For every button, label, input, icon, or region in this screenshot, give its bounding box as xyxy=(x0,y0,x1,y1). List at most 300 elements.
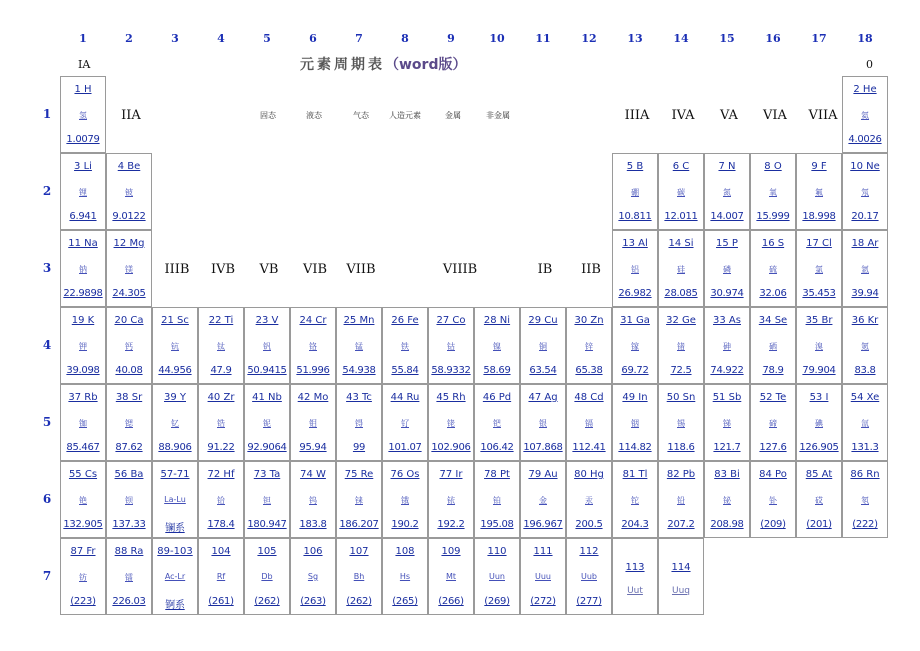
element-cell[interactable] xyxy=(750,153,796,230)
element-cell[interactable] xyxy=(520,307,566,384)
element-number-symbol[interactable]: 11 Na xyxy=(68,238,98,249)
element-cell[interactable] xyxy=(382,384,428,461)
element-mass-link[interactable]: 102.906 xyxy=(431,442,471,453)
element-number-symbol[interactable]: 23 V xyxy=(255,315,279,326)
element-cell[interactable] xyxy=(842,153,888,230)
element-number-symbol[interactable]: 14 Si xyxy=(668,238,694,249)
element-cell[interactable] xyxy=(244,461,290,538)
element-name-link[interactable]: 锗 xyxy=(677,342,685,351)
element-cell[interactable] xyxy=(60,76,106,153)
element-mass-link[interactable]: 87.62 xyxy=(115,442,143,453)
element-name-link[interactable]: Uuq xyxy=(671,586,690,596)
element-cell[interactable] xyxy=(60,461,106,538)
element-number-symbol[interactable]: 41 Nb xyxy=(252,392,282,403)
element-cell[interactable] xyxy=(658,230,704,307)
element-mass-link[interactable]: 207.2 xyxy=(667,519,695,530)
element-name-link[interactable]: La-Lu xyxy=(164,495,186,504)
element-mass-link[interactable]: 200.5 xyxy=(575,519,603,530)
element-number-symbol[interactable]: 48 Cd xyxy=(574,392,604,403)
element-number-symbol[interactable]: 46 Pd xyxy=(482,392,512,403)
element-number-symbol[interactable]: 39 Y xyxy=(163,392,186,403)
element-name-link[interactable]: 锌 xyxy=(585,342,593,351)
element-number-symbol[interactable]: 7 N xyxy=(718,161,736,172)
element-cell[interactable] xyxy=(566,307,612,384)
element-mass-link[interactable]: 107.868 xyxy=(523,442,563,453)
element-cell[interactable] xyxy=(60,230,106,307)
element-number-symbol[interactable]: 105 xyxy=(257,546,277,557)
element-cell[interactable] xyxy=(796,384,842,461)
element-cell[interactable] xyxy=(612,307,658,384)
element-mass-link[interactable]: 30.974 xyxy=(710,288,744,299)
element-cell[interactable] xyxy=(612,384,658,461)
element-name-link[interactable]: 溴 xyxy=(815,342,823,351)
element-cell[interactable] xyxy=(382,538,428,615)
element-name-link[interactable]: 铱 xyxy=(447,496,455,505)
element-cell[interactable] xyxy=(842,384,888,461)
element-name-link[interactable]: 硅 xyxy=(677,265,685,274)
element-name-link[interactable]: 铟 xyxy=(631,419,639,428)
element-name-link[interactable]: 碲 xyxy=(769,419,777,428)
element-name-link[interactable]: 锡 xyxy=(677,419,685,428)
element-cell[interactable] xyxy=(750,230,796,307)
element-name-link[interactable]: 金 xyxy=(539,496,547,505)
element-cell[interactable] xyxy=(704,461,750,538)
element-mass-link[interactable]: 32.06 xyxy=(759,288,787,299)
element-number-symbol[interactable]: 54 Xe xyxy=(850,392,880,403)
element-number-symbol[interactable]: 33 As xyxy=(713,315,741,326)
element-name-link[interactable]: 氦 xyxy=(861,111,869,120)
element-number-symbol[interactable]: 84 Po xyxy=(759,469,787,480)
element-number-symbol[interactable]: 85 At xyxy=(805,469,833,480)
element-number-symbol[interactable]: 32 Ge xyxy=(666,315,696,326)
element-cell[interactable] xyxy=(658,307,704,384)
element-cell[interactable] xyxy=(244,384,290,461)
element-cell[interactable] xyxy=(612,230,658,307)
element-number-symbol[interactable]: 43 Tc xyxy=(346,392,372,403)
element-number-symbol[interactable]: 40 Zr xyxy=(207,392,235,403)
element-mass-link[interactable]: 137.33 xyxy=(112,519,146,530)
element-cell[interactable] xyxy=(336,384,382,461)
element-name-link[interactable]: 铌 xyxy=(263,419,271,428)
element-number-symbol[interactable]: 19 K xyxy=(71,315,95,326)
element-name-link[interactable]: 氩 xyxy=(861,265,869,274)
element-cell[interactable] xyxy=(842,307,888,384)
element-number-symbol[interactable]: 53 I xyxy=(809,392,829,403)
element-mass-link[interactable]: 99 xyxy=(352,442,366,453)
element-mass-link[interactable]: 131.3 xyxy=(851,442,879,453)
element-mass-link[interactable]: 1.0079 xyxy=(66,134,100,145)
element-mass-link[interactable]: 58.9332 xyxy=(431,365,471,376)
element-mass-link[interactable]: 118.6 xyxy=(667,442,695,453)
element-mass-link[interactable]: 39.94 xyxy=(851,288,879,299)
element-number-symbol[interactable]: 16 S xyxy=(761,238,785,249)
element-mass-link[interactable]: 72.5 xyxy=(670,365,692,376)
element-mass-link[interactable]: 10.811 xyxy=(618,211,652,222)
element-number-symbol[interactable]: 20 Ca xyxy=(114,315,144,326)
element-name-link[interactable]: 钪 xyxy=(171,342,179,351)
element-name-link[interactable]: Uun xyxy=(489,572,505,581)
element-name-link[interactable]: 铅 xyxy=(677,496,685,505)
element-number-symbol[interactable]: 24 Cr xyxy=(299,315,327,326)
element-number-symbol[interactable]: 4 Be xyxy=(117,161,141,172)
element-mass-link[interactable]: 12.011 xyxy=(664,211,698,222)
element-mass-link[interactable]: (265) xyxy=(392,596,418,607)
element-name-link[interactable]: Ac-Lr xyxy=(164,572,186,581)
element-mass-link[interactable]: 88.906 xyxy=(158,442,192,453)
element-mass-link[interactable]: 65.38 xyxy=(575,365,603,376)
element-cell[interactable] xyxy=(198,307,244,384)
element-number-symbol[interactable]: 109 xyxy=(441,546,461,557)
element-cell[interactable] xyxy=(198,384,244,461)
element-name-link[interactable]: Sg xyxy=(307,572,319,581)
element-cell[interactable] xyxy=(106,384,152,461)
element-number-symbol[interactable]: 74 W xyxy=(300,469,326,480)
element-cell[interactable] xyxy=(382,307,428,384)
element-cell[interactable] xyxy=(152,307,198,384)
element-mass-link[interactable]: 190.2 xyxy=(391,519,419,530)
element-mass-link[interactable]: (222) xyxy=(852,519,878,530)
element-number-symbol[interactable]: 25 Mn xyxy=(343,315,375,326)
element-cell[interactable] xyxy=(704,384,750,461)
element-mass-link[interactable]: (261) xyxy=(208,596,234,607)
element-mass-link[interactable]: 180.947 xyxy=(247,519,287,530)
element-name-link[interactable]: Uut xyxy=(627,586,643,596)
element-name-link[interactable]: 铍 xyxy=(125,188,133,197)
element-cell[interactable] xyxy=(106,461,152,538)
element-name-link[interactable]: 钒 xyxy=(263,342,271,351)
element-mass-link[interactable]: 55.84 xyxy=(391,365,419,376)
element-name-link[interactable]: 铝 xyxy=(631,265,639,274)
element-mass-link[interactable]: 20.17 xyxy=(851,211,879,222)
element-cell[interactable] xyxy=(198,538,244,615)
element-mass-link[interactable]: 9.0122 xyxy=(112,211,146,222)
element-number-symbol[interactable]: 13 Al xyxy=(622,238,648,249)
element-number-symbol[interactable]: 47 Ag xyxy=(528,392,558,403)
element-mass-link[interactable]: (209) xyxy=(760,519,786,530)
element-number-symbol[interactable]: 17 Cl xyxy=(806,238,832,249)
element-number-symbol[interactable]: 35 Br xyxy=(805,315,833,326)
element-number-symbol[interactable]: 106 xyxy=(303,546,323,557)
element-mass-link[interactable]: 24.305 xyxy=(112,288,146,299)
element-cell[interactable] xyxy=(612,461,658,538)
element-name-link[interactable]: Uub xyxy=(580,572,597,581)
element-cell[interactable] xyxy=(60,538,106,615)
element-name-link[interactable]: 氖 xyxy=(861,188,869,197)
element-cell[interactable] xyxy=(842,230,888,307)
element-cell[interactable] xyxy=(750,307,796,384)
element-number-symbol[interactable]: 21 Sc xyxy=(161,315,189,326)
element-cell[interactable] xyxy=(658,461,704,538)
element-cell[interactable] xyxy=(382,461,428,538)
element-number-symbol[interactable]: 78 Pt xyxy=(484,469,510,480)
element-mass-link[interactable]: 35.453 xyxy=(802,288,836,299)
element-number-symbol[interactable]: 89-103 xyxy=(157,546,193,557)
element-number-symbol[interactable]: 104 xyxy=(211,546,231,557)
element-cell[interactable] xyxy=(474,384,520,461)
element-cell[interactable] xyxy=(474,538,520,615)
element-cell[interactable] xyxy=(658,538,704,615)
element-name-link[interactable]: 钨 xyxy=(309,496,317,505)
element-name-link[interactable]: 锂 xyxy=(79,188,87,197)
element-name-link[interactable]: Mt xyxy=(445,572,457,581)
element-mass-link[interactable]: 91.22 xyxy=(207,442,235,453)
element-mass-link[interactable]: (277) xyxy=(576,596,602,607)
element-mass-link[interactable]: 126.905 xyxy=(799,442,839,453)
element-name-link[interactable]: 镭 xyxy=(125,573,133,582)
element-cell[interactable] xyxy=(198,461,244,538)
element-name-link[interactable]: 铊 xyxy=(631,496,639,505)
element-mass-link[interactable]: 镧系 xyxy=(165,523,185,534)
element-number-symbol[interactable]: 27 Co xyxy=(436,315,466,326)
element-cell[interactable] xyxy=(474,461,520,538)
element-number-symbol[interactable]: 52 Te xyxy=(759,392,787,403)
element-name-link[interactable]: 铬 xyxy=(309,342,317,351)
element-number-symbol[interactable]: 75 Re xyxy=(344,469,374,480)
element-cell[interactable] xyxy=(520,461,566,538)
element-number-symbol[interactable]: 107 xyxy=(349,546,369,557)
element-cell[interactable] xyxy=(566,461,612,538)
element-name-link[interactable]: 铑 xyxy=(447,419,455,428)
element-name-link[interactable]: 氢 xyxy=(79,111,87,120)
element-name-link[interactable]: Db xyxy=(261,572,273,581)
element-cell[interactable] xyxy=(428,384,474,461)
element-name-link[interactable]: 硒 xyxy=(769,342,777,351)
element-cell[interactable] xyxy=(60,384,106,461)
element-cell[interactable] xyxy=(658,384,704,461)
element-name-link[interactable]: 砹 xyxy=(815,496,823,505)
element-name-link[interactable]: 钴 xyxy=(447,342,455,351)
element-cell[interactable] xyxy=(566,384,612,461)
element-cell[interactable] xyxy=(290,307,336,384)
element-cell[interactable] xyxy=(152,384,198,461)
element-number-symbol[interactable]: 10 Ne xyxy=(850,161,880,172)
element-number-symbol[interactable]: 80 Hg xyxy=(574,469,604,480)
element-number-symbol[interactable]: 22 Ti xyxy=(208,315,234,326)
element-mass-link[interactable]: 39.098 xyxy=(66,365,100,376)
element-name-link[interactable]: 钽 xyxy=(263,496,271,505)
element-mass-link[interactable]: 226.03 xyxy=(112,596,146,607)
element-number-symbol[interactable]: 83 Bi xyxy=(714,469,740,480)
element-name-link[interactable]: 锰 xyxy=(355,342,363,351)
element-number-symbol[interactable]: 72 Hf xyxy=(207,469,235,480)
element-name-link[interactable]: 锑 xyxy=(723,419,731,428)
element-mass-link[interactable]: 51.996 xyxy=(296,365,330,376)
element-mass-link[interactable]: 40.08 xyxy=(115,365,143,376)
element-mass-link[interactable]: 44.956 xyxy=(158,365,192,376)
element-number-symbol[interactable]: 55 Cs xyxy=(68,469,98,480)
element-cell[interactable] xyxy=(106,153,152,230)
element-mass-link[interactable]: 186.207 xyxy=(339,519,379,530)
element-number-symbol[interactable]: 29 Cu xyxy=(528,315,558,326)
element-mass-link[interactable]: 83.8 xyxy=(854,365,876,376)
element-mass-link[interactable]: 112.41 xyxy=(572,442,606,453)
element-number-symbol[interactable]: 86 Rn xyxy=(850,469,880,480)
element-name-link[interactable]: 钛 xyxy=(217,342,225,351)
element-cell[interactable] xyxy=(244,307,290,384)
element-cell[interactable] xyxy=(842,461,888,538)
element-mass-link[interactable]: 196.967 xyxy=(523,519,563,530)
element-mass-link[interactable]: 85.467 xyxy=(66,442,100,453)
element-name-link[interactable]: 氧 xyxy=(769,188,777,197)
element-cell[interactable] xyxy=(60,307,106,384)
element-cell[interactable] xyxy=(428,461,474,538)
element-number-symbol[interactable]: 110 xyxy=(487,546,507,557)
element-mass-link[interactable]: (272) xyxy=(530,596,556,607)
element-number-symbol[interactable]: 113 xyxy=(625,562,645,573)
element-name-link[interactable]: 锇 xyxy=(401,496,409,505)
element-cell[interactable] xyxy=(750,461,796,538)
element-name-link[interactable]: 锝 xyxy=(355,419,363,428)
element-number-symbol[interactable]: 108 xyxy=(395,546,415,557)
element-name-link[interactable]: 镍 xyxy=(493,342,501,351)
element-number-symbol[interactable]: 44 Ru xyxy=(390,392,420,403)
element-mass-link[interactable]: 183.8 xyxy=(299,519,327,530)
element-name-link[interactable]: 铼 xyxy=(355,496,363,505)
element-name-link[interactable]: 铯 xyxy=(79,496,87,505)
element-cell[interactable] xyxy=(796,461,842,538)
element-number-symbol[interactable]: 50 Sn xyxy=(666,392,696,403)
element-name-link[interactable]: 钌 xyxy=(401,419,409,428)
element-number-symbol[interactable]: 114 xyxy=(671,562,691,573)
element-cell[interactable] xyxy=(520,538,566,615)
element-name-link[interactable]: 银 xyxy=(539,419,547,428)
element-number-symbol[interactable]: 111 xyxy=(533,546,553,557)
element-name-link[interactable]: 铁 xyxy=(401,342,409,351)
element-mass-link[interactable]: 114.82 xyxy=(618,442,652,453)
element-mass-link[interactable]: 95.94 xyxy=(299,442,327,453)
element-cell[interactable] xyxy=(244,538,290,615)
element-mass-link[interactable]: 6.941 xyxy=(69,211,97,222)
element-mass-link[interactable]: 18.998 xyxy=(802,211,836,222)
element-name-link[interactable]: 镉 xyxy=(585,419,593,428)
element-cell[interactable] xyxy=(612,153,658,230)
element-number-symbol[interactable]: 3 Li xyxy=(74,161,92,172)
element-number-symbol[interactable]: 1 H xyxy=(74,84,92,95)
element-number-symbol[interactable]: 38 Sr xyxy=(115,392,143,403)
element-mass-link[interactable]: 121.7 xyxy=(713,442,741,453)
element-number-symbol[interactable]: 73 Ta xyxy=(253,469,281,480)
element-name-link[interactable]: 铂 xyxy=(493,496,501,505)
element-name-link[interactable]: 钾 xyxy=(79,342,87,351)
element-mass-link[interactable]: 192.2 xyxy=(437,519,465,530)
element-cell[interactable] xyxy=(842,76,888,153)
element-name-link[interactable]: 镁 xyxy=(125,265,133,274)
element-number-symbol[interactable]: 87 Fr xyxy=(70,546,96,557)
element-mass-link[interactable]: (269) xyxy=(484,596,510,607)
element-name-link[interactable]: 钇 xyxy=(171,419,179,428)
element-cell[interactable] xyxy=(106,538,152,615)
element-mass-link[interactable]: (263) xyxy=(300,596,326,607)
element-cell[interactable] xyxy=(106,230,152,307)
element-number-symbol[interactable]: 31 Ga xyxy=(620,315,650,326)
element-number-symbol[interactable]: 12 Mg xyxy=(113,238,145,249)
element-number-symbol[interactable]: 36 Kr xyxy=(851,315,879,326)
element-number-symbol[interactable]: 34 Se xyxy=(758,315,788,326)
element-cell[interactable] xyxy=(704,307,750,384)
element-number-symbol[interactable]: 51 Sb xyxy=(712,392,742,403)
element-cell[interactable] xyxy=(704,230,750,307)
element-cell[interactable] xyxy=(796,230,842,307)
element-name-link[interactable]: 钋 xyxy=(769,496,777,505)
element-name-link[interactable]: 钫 xyxy=(79,573,87,582)
element-mass-link[interactable]: 195.08 xyxy=(480,519,514,530)
element-mass-link[interactable]: 15.999 xyxy=(756,211,790,222)
element-name-link[interactable]: Bh xyxy=(353,572,365,581)
element-name-link[interactable]: Rf xyxy=(216,572,226,581)
element-name-link[interactable]: 磷 xyxy=(723,265,731,274)
element-cell[interactable] xyxy=(428,538,474,615)
element-name-link[interactable]: 氮 xyxy=(723,188,731,197)
element-cell[interactable] xyxy=(658,153,704,230)
element-cell[interactable] xyxy=(106,307,152,384)
element-mass-link[interactable]: 58.69 xyxy=(483,365,511,376)
element-name-link[interactable]: 锶 xyxy=(125,419,133,428)
element-mass-link[interactable]: 106.42 xyxy=(480,442,514,453)
element-name-link[interactable]: 钙 xyxy=(125,342,133,351)
element-name-link[interactable]: 碳 xyxy=(677,188,685,197)
element-number-symbol[interactable]: 37 Rb xyxy=(68,392,98,403)
element-cell[interactable] xyxy=(336,461,382,538)
element-name-link[interactable]: 钯 xyxy=(493,419,501,428)
element-name-link[interactable]: 铷 xyxy=(79,419,87,428)
element-mass-link[interactable]: (223) xyxy=(70,596,96,607)
element-name-link[interactable]: Hs xyxy=(399,572,411,581)
element-number-symbol[interactable]: 88 Ra xyxy=(114,546,144,557)
element-number-symbol[interactable]: 26 Fe xyxy=(391,315,419,326)
element-mass-link[interactable]: 54.938 xyxy=(342,365,376,376)
element-name-link[interactable]: 氯 xyxy=(815,265,823,274)
element-name-link[interactable]: 氙 xyxy=(861,419,869,428)
element-cell[interactable] xyxy=(290,384,336,461)
element-name-link[interactable]: 硫 xyxy=(769,265,777,274)
element-mass-link[interactable]: 79.904 xyxy=(802,365,836,376)
element-number-symbol[interactable]: 18 Ar xyxy=(851,238,879,249)
element-cell[interactable] xyxy=(60,153,106,230)
element-mass-link[interactable]: 26.982 xyxy=(618,288,652,299)
element-name-link[interactable]: 铋 xyxy=(723,496,731,505)
element-mass-link[interactable]: (201) xyxy=(806,519,832,530)
element-cell[interactable] xyxy=(474,307,520,384)
element-number-symbol[interactable]: 28 Ni xyxy=(483,315,511,326)
element-name-link[interactable]: 硼 xyxy=(631,188,639,197)
element-mass-link[interactable]: 78.9 xyxy=(762,365,784,376)
element-cell[interactable] xyxy=(336,307,382,384)
element-cell[interactable] xyxy=(796,307,842,384)
element-name-link[interactable]: 铜 xyxy=(539,342,547,351)
element-cell[interactable] xyxy=(520,384,566,461)
element-mass-link[interactable]: 50.9415 xyxy=(247,365,287,376)
element-mass-link[interactable]: 92.9064 xyxy=(247,442,287,453)
element-cell[interactable] xyxy=(612,538,658,615)
element-cell[interactable] xyxy=(428,307,474,384)
element-mass-link[interactable]: 208.98 xyxy=(710,519,744,530)
element-name-link[interactable]: 氟 xyxy=(815,188,823,197)
element-number-symbol[interactable]: 6 C xyxy=(672,161,690,172)
element-mass-link[interactable]: 28.085 xyxy=(664,288,698,299)
element-name-link[interactable]: 汞 xyxy=(585,496,593,505)
element-number-symbol[interactable]: 79 Au xyxy=(528,469,558,480)
element-mass-link[interactable]: 74.922 xyxy=(710,365,744,376)
element-mass-link[interactable]: (266) xyxy=(438,596,464,607)
element-mass-link[interactable]: (262) xyxy=(346,596,372,607)
element-number-symbol[interactable]: 56 Ba xyxy=(114,469,144,480)
element-number-symbol[interactable]: 57-71 xyxy=(160,469,190,480)
element-name-link[interactable]: 钼 xyxy=(309,419,317,428)
element-number-symbol[interactable]: 30 Zn xyxy=(574,315,604,326)
element-name-link[interactable]: 钠 xyxy=(79,265,87,274)
element-mass-link[interactable]: 47.9 xyxy=(210,365,232,376)
element-name-link[interactable]: 氪 xyxy=(861,342,869,351)
